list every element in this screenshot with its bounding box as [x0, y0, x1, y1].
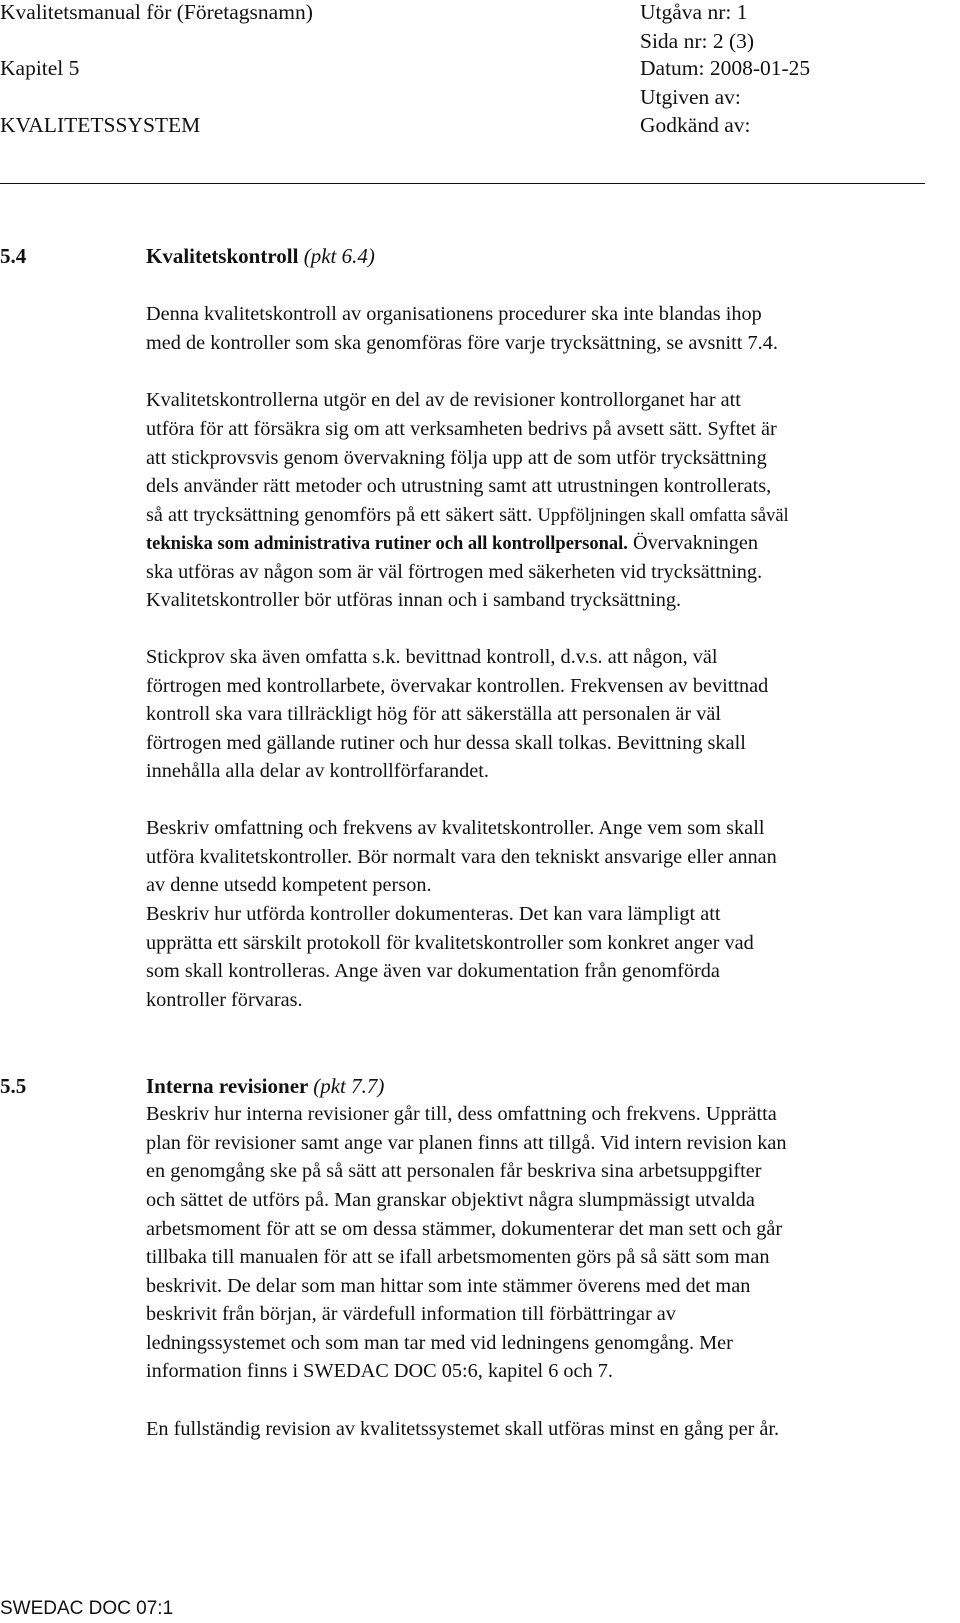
edition-label: Utgåva nr: 1 [640, 0, 748, 24]
paragraph-line: tillbaka till manualen för att se ifall arbetsmomenten görs på så sätt som man [146, 1246, 770, 1268]
paragraph-line: Beskriv hur interna revisioner går till, dess omfattning och frekvens. Upprätta [146, 1103, 777, 1125]
paragraph-text-small: Uppföljningen skall omfatta såväl [537, 506, 789, 526]
paragraph-line [146, 504, 789, 527]
paragraph-line: innehålla alla delar av kontrollförfarandet. [146, 760, 489, 782]
paragraph-line: beskrivit. De delar som man hittar som inte stämmer överens med det man [146, 1275, 751, 1297]
paragraph-line: med de kontroller som ska genomföras före varje trycksättning, se avsnitt 7.4. [146, 332, 778, 354]
paragraph-line: kontroll ska vara tillräckligt hög för att säkerställa att personalen är väl [146, 703, 721, 725]
paragraph-line: utföra kvalitetskontroller. Bör normalt vara den tekniskt ansvarige eller annan [146, 846, 777, 868]
paragraph-line: plan för revisioner samt ange var planen finns att tillgå. Vid intern revision kan [146, 1132, 787, 1154]
paragraph-line: dels använder rätt metoder och utrustning samt att utrustningen kontrollerats, [146, 475, 772, 497]
paragraph-line: Kvalitetskontroller bör utföras innan och i samband trycksättning. [146, 589, 682, 611]
paragraph-line: att stickprovsvis genom övervakning följa upp att de som utför trycksättning [146, 447, 767, 469]
paragraph-text: så att trycksättning genomförs på ett säkert sätt. [146, 504, 533, 526]
paragraph-line: utföra för att försäkra sig om att verksamheten bedrivs på avsett sätt. Syftet är [146, 418, 777, 440]
section-heading-5-5 [146, 1074, 384, 1099]
paragraph-line: av denne utsedd kompetent person. [146, 874, 432, 896]
section-number-5-5: 5.5 [0, 1074, 27, 1098]
footer-doc-id: SWEDAC DOC 07:1 [0, 1598, 174, 1619]
paragraph-line: Stickprov ska även omfatta s.k. bevittnad kontroll, d.v.s. att någon, väl [146, 646, 718, 668]
paragraph-line: information finns i SWEDAC DOC 05:6, kapitel 6 och 7. [146, 1360, 613, 1382]
paragraph-line: beskrivit från början, är värdefull information till förbättringar av [146, 1303, 676, 1325]
paragraph-line: Beskriv hur utförda kontroller dokumenteras. Det kan vara lämpligt att [146, 903, 721, 925]
section-number-5-4: 5.4 [0, 244, 27, 268]
system-label: KVALITETSSYSTEM [0, 113, 201, 137]
paragraph-line: kontroller förvaras. [146, 989, 303, 1011]
paragraph-line: Beskriv omfattning och frekvens av kvalitetskontroller. Ange vem som skall [146, 817, 765, 839]
paragraph-line [146, 532, 758, 555]
issued-by-label: Utgiven av: [640, 85, 741, 109]
approved-by-label: Godkänd av: [640, 113, 751, 137]
section-title-5-4: Kvalitetskontroll [146, 244, 299, 268]
paragraph-line: förtrogen med gällande rutiner och hur dessa skall tolkas. Bevittning skall [146, 732, 746, 754]
page-number: Sida nr: 2 (3) [640, 29, 755, 53]
paragraph-text-bold: tekniska som administrativa rutiner och all kontrollpersonal. [146, 534, 628, 554]
paragraph-line: upprätta ett särskilt protokoll för kvalitetskontroller som konkret anger vad [146, 932, 754, 954]
paragraph-line: Denna kvalitetskontroll av organisationens procedurer ska inte blandas ihop [146, 303, 762, 325]
chapter-label: Kapitel 5 [0, 56, 80, 80]
manual-title: Kvalitetsmanual för (Företagsnamn) [0, 0, 313, 24]
section-ref-5-4: (pkt 6.4) [303, 244, 375, 268]
paragraph-line: Kvalitetskontrollerna utgör en del av de revisioner kontrollorganet har att [146, 389, 741, 411]
paragraph-line: och sättet de utförs på. Man granskar objektivt några slumpmässigt utvalda [146, 1189, 755, 1211]
paragraph-line: En fullständig revision av kvalitetssystemet skall utföras minst en gång per år. [146, 1418, 780, 1440]
header-divider [0, 183, 925, 184]
paragraph-line: ledningssystemet och som man tar med vid ledningens genomgång. Mer [146, 1332, 733, 1354]
section-title-5-5: Interna revisioner [146, 1074, 308, 1098]
paragraph-line: förtrogen med kontrollarbete, övervakar kontrollen. Frekvensen av bevittnad [146, 675, 769, 697]
section-heading-5-4 [146, 244, 375, 269]
paragraph-line: ska utföras av någon som är väl förtrogen med säkerheten vid trycksättning. [146, 561, 763, 583]
date-label: Datum: 2008-01-25 [640, 56, 811, 80]
paragraph-text: Övervakningen [632, 532, 759, 554]
section-ref-5-5: (pkt 7.7) [313, 1074, 385, 1098]
paragraph-line: en genomgång ske på så sätt att personalen får beskriva sina arbetsuppgifter [146, 1160, 762, 1182]
paragraph-line: arbetsmoment för att se om dessa stämmer, dokumenterar det man sett och går [146, 1218, 783, 1240]
paragraph-line: som skall kontrolleras. Ange även var dokumentation från genomförda [146, 960, 720, 982]
